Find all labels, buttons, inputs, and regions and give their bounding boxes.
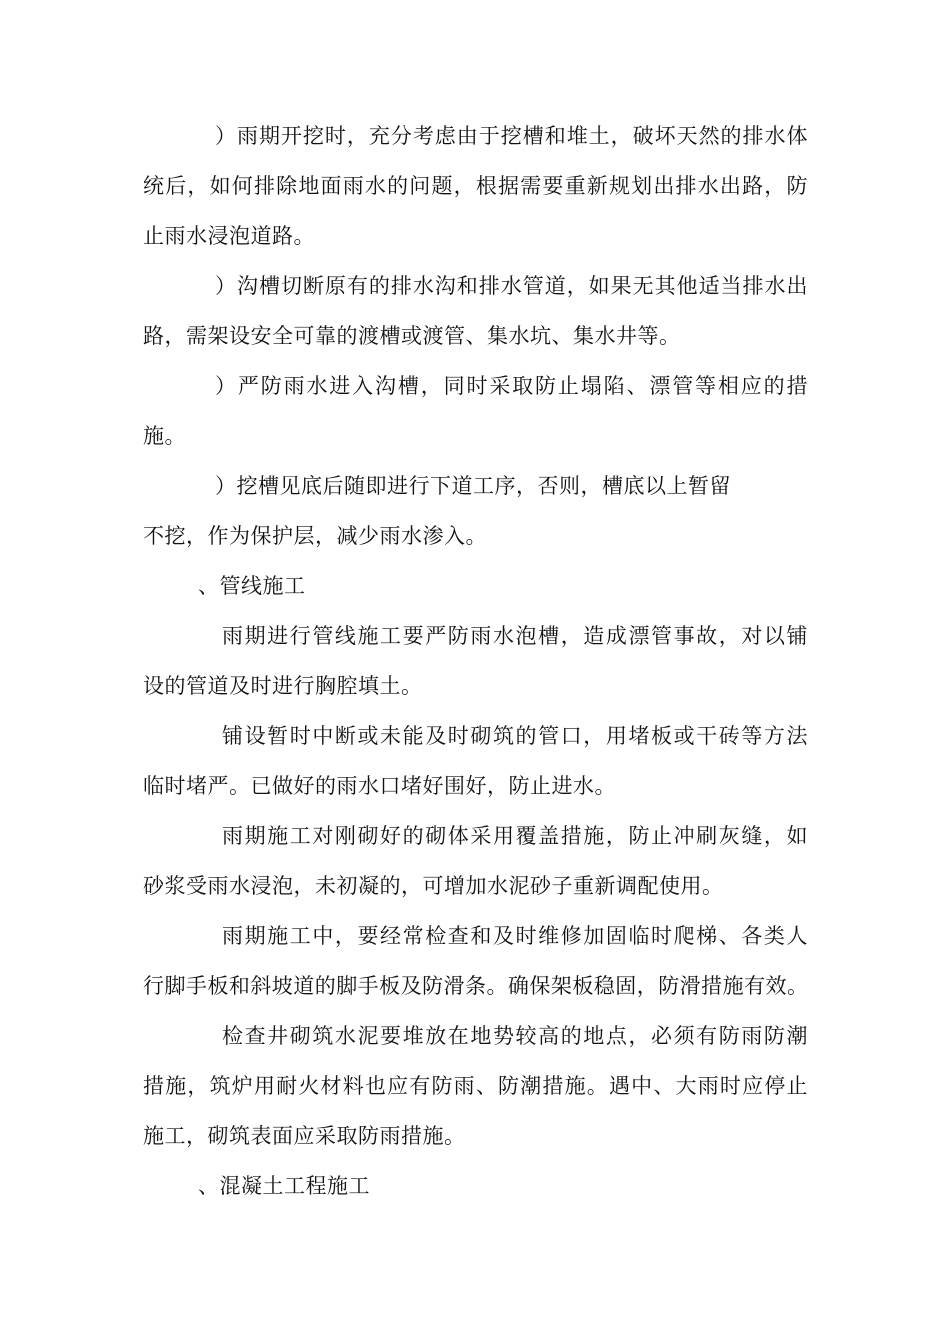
paragraph-8-line-2: 行脚手板和斜坡道的脚手板及防滑条。确保架板稳固，防滑措施有效。 bbox=[143, 974, 808, 998]
paragraph-4-line-2: 不挖，作为保护层，减少雨水渗入。 bbox=[143, 524, 487, 548]
paragraph-8-line-1: 雨期施工中，要经常检查和及时维修加固临时爬梯、各类人 bbox=[222, 924, 808, 948]
paragraph-2-line-1: ）沟槽切断原有的排水沟和排水管道，如果无其他适当排水出 bbox=[215, 274, 808, 298]
paragraph-9-line-1: 检查井砌筑水泥要堆放在地势较高的地点，必须有防雨防潮 bbox=[222, 1024, 808, 1048]
paragraph-5-line-1: 雨期进行管线施工要严防雨水泡槽，造成漂管事故，对以铺 bbox=[222, 624, 808, 648]
paragraph-3-line-2: 施。 bbox=[143, 424, 186, 448]
paragraph-9-line-2: 措施，筑炉用耐火材料也应有防雨、防潮措施。遇中、大雨时应停止 bbox=[143, 1074, 808, 1098]
paragraph-1-line-1: ）雨期开挖时，充分考虑由于挖槽和堆土，破坏天然的排水体 bbox=[215, 124, 808, 148]
paragraph-6-line-2: 临时堵严。已做好的雨水口堵好围好，防止进水。 bbox=[143, 774, 616, 798]
paragraph-7-line-1: 雨期施工对刚砌好的砌体采用覆盖措施，防止冲刷灰缝，如 bbox=[222, 824, 808, 848]
paragraph-5-line-2: 设的管道及时进行胸腔填土。 bbox=[143, 674, 423, 698]
paragraph-6-line-1: 铺设暂时中断或未能及时砌筑的管口，用堵板或干砖等方法 bbox=[222, 724, 808, 748]
section-heading-pipeline: 、管线施工 bbox=[198, 574, 306, 598]
paragraph-2-line-2: 路，需架设安全可靠的渡槽或渡管、集水坑、集水井等。 bbox=[143, 324, 681, 348]
section-heading-concrete: 、混凝土工程施工 bbox=[198, 1174, 370, 1198]
paragraph-4-line-1: ）挖槽见底后随即进行下道工序，否则，槽底以上暂留 bbox=[215, 474, 731, 498]
paragraph-7-line-2: 砂浆受雨水浸泡，未初凝的，可增加水泥砂子重新调配使用。 bbox=[143, 874, 724, 898]
paragraph-9-line-3: 施工，砌筑表面应采取防雨措施。 bbox=[143, 1124, 466, 1148]
paragraph-1-line-2: 统后，如何排除地面雨水的问题，根据需要重新规划出排水出路，防 bbox=[143, 174, 808, 198]
paragraph-3-line-1: ）严防雨水进入沟槽，同时采取防止塌陷、漂管等相应的措 bbox=[215, 374, 808, 398]
paragraph-1-line-3: 止雨水浸泡道路。 bbox=[143, 224, 315, 248]
